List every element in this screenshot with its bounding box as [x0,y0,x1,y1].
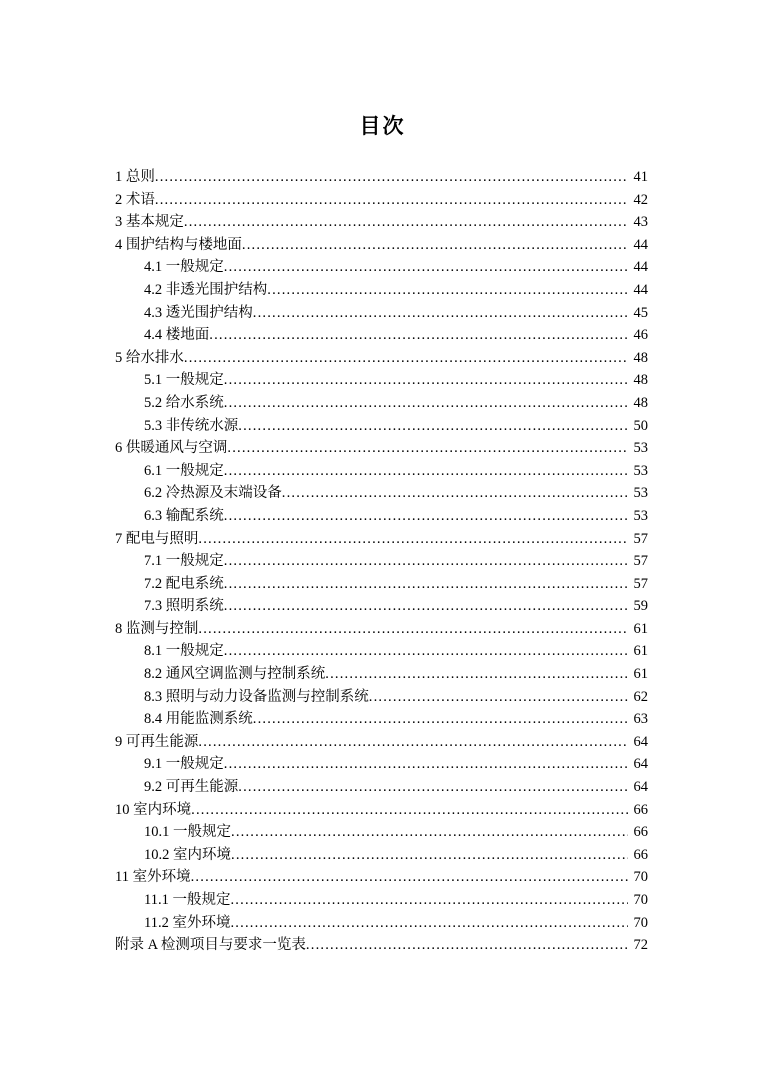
toc-entry[interactable] [115,324,648,347]
toc-page-number: 66 [633,846,648,863]
toc-page-number: 43 [633,214,648,231]
toc-page-number: 41 [633,169,648,185]
toc-entry[interactable] [115,934,648,957]
toc-page-number: 50 [633,417,648,434]
toc-entry[interactable] [115,437,648,460]
toc-leader-dots [191,870,628,885]
toc-leader-dots [224,464,628,479]
toc-entry[interactable] [115,753,648,776]
toc-entry[interactable] [115,708,648,731]
toc-entry-label: 8.4 用能监测系统 [144,711,253,728]
toc-leader-dots [369,690,628,705]
page-title: 目次 [359,114,406,138]
toc-leader-dots [231,848,628,863]
toc-entry-label: 9.1 一般规定 [144,756,224,773]
toc-entry-label: 8.3 照明与动力设备监测与控制系统 [144,688,369,705]
toc-entry-label: 6.1 一般规定 [144,462,224,479]
toc-page-number: 53 [633,440,648,457]
toc-entry-label: 8.2 通风空调监测与控制系统 [144,666,326,683]
toc-entry-label: 8 监测与控制 [115,620,199,637]
toc-leader-dots [253,306,628,321]
toc-entry-label: 附录 A 检测项目与要求一览表 [115,937,306,954]
toc-page-number: 61 [633,620,648,637]
toc-entry[interactable] [115,618,648,641]
toc-page-number: 61 [633,666,648,683]
toc-page-number: 53 [633,507,648,524]
toc-entry[interactable] [115,663,648,686]
toc-entry[interactable] [115,369,648,392]
toc-page-number: 44 [633,259,648,276]
toc-leader-dots [224,577,628,592]
toc-entry[interactable] [115,528,648,551]
toc-entry-label: 11.2 室外环境 [144,914,231,931]
toc-entry-label: 4.3 透光围护结构 [144,304,253,321]
toc-entry[interactable] [115,686,648,709]
toc-page-number: 62 [633,688,648,705]
toc-page-number: 59 [633,598,648,615]
toc-leader-dots [253,712,628,727]
toc-leader-dots [224,373,628,388]
toc-entry[interactable] [115,640,648,663]
toc-entry-label: 5.3 非传统水源 [144,417,239,434]
toc-entry-label: 2 术语 [115,191,155,208]
toc-entry[interactable] [115,460,648,483]
toc-entry[interactable] [115,889,648,912]
toc-leader-dots [224,554,628,569]
toc-page-number: 61 [633,643,648,660]
toc-leader-dots [238,419,628,434]
toc-leader-dots [184,351,628,366]
toc-leader-dots [325,667,628,682]
toc-entry[interactable] [115,279,648,302]
toc-leader-dots [198,622,628,637]
toc-leader-dots [306,938,628,953]
toc-entry-label: 4.2 非透光围护结构 [144,281,268,298]
toc-entry-label: 1 总则 [115,169,155,185]
toc-entry[interactable] [115,776,648,799]
toc-leader-dots [230,893,628,908]
toc-entry[interactable] [115,482,648,505]
toc-entry-label: 7.1 一般规定 [144,553,224,570]
toc-page-number: 46 [633,327,648,344]
toc-page-number: 53 [633,485,648,502]
toc-page-number: 70 [633,869,648,886]
toc-entry-label: 5 给水排水 [115,349,184,366]
toc-entry-label: 4.4 楼地面 [144,327,210,344]
toc-leader-dots [230,916,628,931]
toc-entry[interactable] [115,595,648,618]
toc-page-number: 63 [633,711,648,728]
toc-entry-label: 3 基本规定 [115,214,184,231]
toc-leader-dots [224,509,628,524]
toc-page-number: 57 [633,553,648,570]
toc-entry[interactable] [115,844,648,867]
toc-leader-dots [242,238,628,253]
toc-entry[interactable] [115,799,648,822]
toc-entry[interactable] [115,505,648,528]
toc-page-number: 48 [633,372,648,389]
toc-entry-label: 10.1 一般规定 [144,824,231,841]
toc-entry-label: 4.1 一般规定 [144,259,224,276]
table-of-contents [115,166,648,957]
toc-page-number: 42 [633,191,648,208]
toc-page-number: 64 [633,779,648,796]
toc-entry[interactable] [115,866,648,889]
toc-leader-dots [155,170,628,185]
toc-entry-label: 8.1 一般规定 [144,643,224,660]
toc-entry[interactable] [115,731,648,754]
toc-entry-label: 7.2 配电系统 [144,575,224,592]
toc-page-number: 70 [633,892,648,908]
toc-leader-dots [224,757,628,772]
toc-leader-dots [155,193,628,208]
toc-page-number: 64 [633,756,648,773]
toc-page-number: 70 [633,914,648,931]
toc-entry-label: 6.2 冷热源及末端设备 [144,485,282,502]
toc-entry[interactable] [115,550,648,573]
toc-entry[interactable] [115,392,648,415]
toc-leader-dots [224,599,628,614]
toc-entry-label: 11.1 一般规定 [144,892,231,908]
toc-page-number: 44 [633,281,648,298]
toc-page-number: 45 [633,304,648,321]
toc-entry[interactable] [115,234,648,257]
toc-leader-dots [209,328,628,343]
toc-leader-dots [198,532,628,547]
toc-leader-dots [224,260,628,275]
toc-leader-dots [267,283,628,298]
toc-leader-dots [231,825,628,840]
toc-page-number: 57 [633,530,648,547]
toc-entry[interactable] [115,256,648,279]
toc-page-number: 66 [633,824,648,841]
toc-page-number: 53 [633,462,648,479]
toc-leader-dots [227,441,628,456]
toc-entry[interactable] [115,415,648,438]
toc-leader-dots [184,215,628,230]
toc-entry-label: 5.1 一般规定 [144,372,224,389]
toc-page-number: 48 [633,349,648,366]
toc-entry-label: 5.2 给水系统 [144,394,224,411]
toc-page-number: 44 [633,236,648,253]
toc-entry[interactable] [115,573,648,596]
toc-leader-dots [224,396,628,411]
toc-entry-label: 6 供暖通风与空调 [115,440,228,457]
toc-entry-label: 11 室外环境 [115,869,191,886]
toc-entry[interactable] [115,347,648,370]
toc-entry[interactable] [115,912,648,935]
toc-entry-label: 7.3 照明系统 [144,598,224,615]
toc-entry-label: 4 围护结构与楼地面 [115,236,242,253]
toc-entry[interactable] [115,821,648,844]
toc-entry-label: 6.3 输配系统 [144,507,224,524]
toc-entry-label: 7 配电与照明 [115,530,199,547]
toc-leader-dots [198,735,628,750]
toc-page-number: 57 [633,575,648,592]
toc-leader-dots [238,780,628,795]
toc-entry[interactable] [115,302,648,325]
toc-leader-dots [191,803,628,818]
toc-page-number: 64 [633,733,648,750]
toc-entry-label: 9.2 可再生能源 [144,779,239,796]
toc-page-number: 66 [633,801,648,818]
toc-leader-dots [224,644,628,659]
toc-entry-label: 9 可再生能源 [115,733,199,750]
toc-entry-label: 10 室内环境 [115,801,192,818]
toc-page-number: 48 [633,394,648,411]
toc-entry-label: 10.2 室内环境 [144,846,231,863]
toc-entry[interactable] [115,211,648,234]
toc-entry[interactable] [115,189,648,212]
toc-leader-dots [282,486,628,501]
toc-page-number: 72 [633,937,648,954]
toc-entry[interactable] [115,166,648,189]
